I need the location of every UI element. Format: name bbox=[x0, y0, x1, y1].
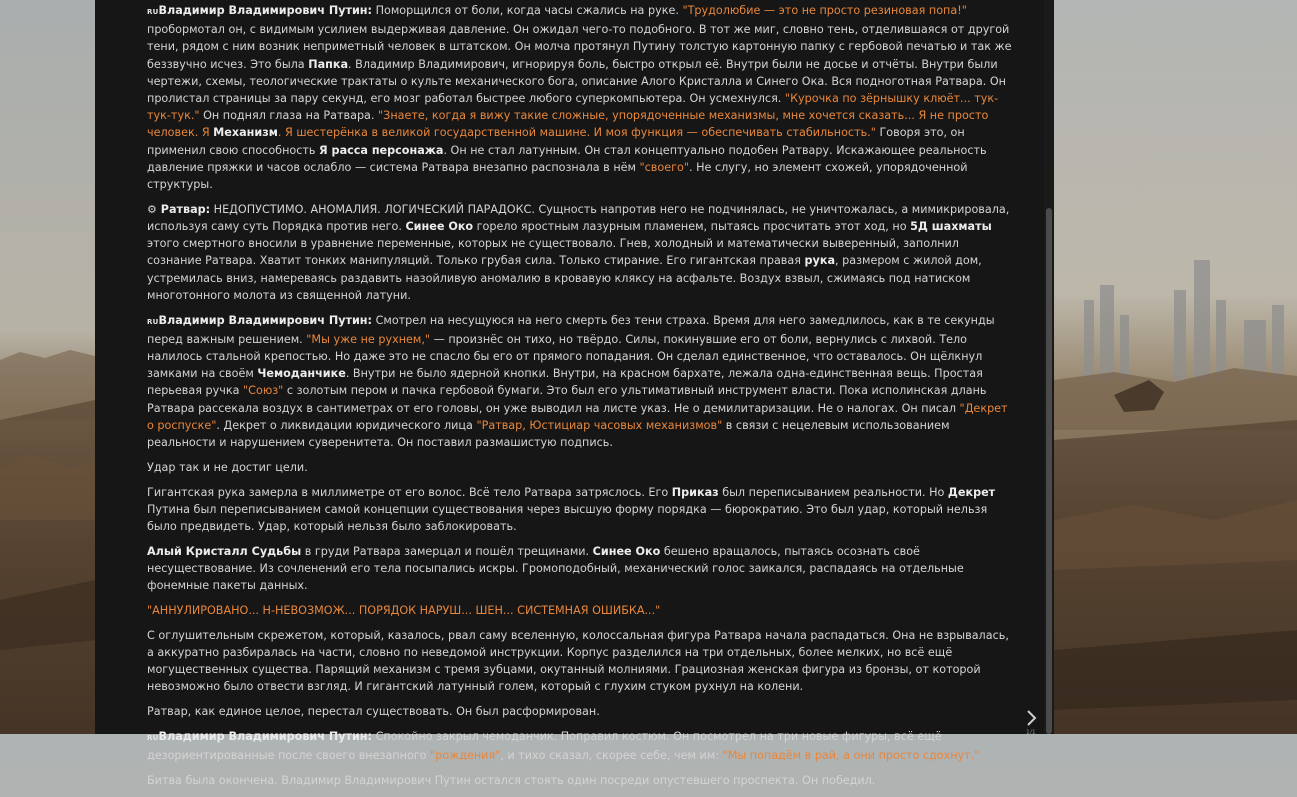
quoted-speech: "Знаете, когда я вижу такие сложные, упорядоченные механизмы, мне хочется сказать... Я не просто человек. Я bbox=[147, 109, 989, 140]
quoted-speech: "Декрет о роспуске" bbox=[147, 401, 1008, 432]
message bbox=[147, 459, 1015, 476]
message-text: был переписыванием реальности. Но bbox=[718, 485, 948, 499]
message-text: Битва была окончена. Владимир Владимирович Путин остался стоять один посреди опустевшего проспекта. Он победил. bbox=[147, 774, 876, 788]
next-message-button[interactable] bbox=[1024, 708, 1040, 728]
message-text: в груди Ратвара замерцал и пошёл трещинами. bbox=[301, 544, 593, 558]
quoted-emphasis: Механизм bbox=[213, 126, 278, 140]
bold-text: Приказ bbox=[671, 485, 719, 499]
background-landscape-right bbox=[1054, 0, 1297, 734]
bold-text: Алый Кристалл Судьбы bbox=[147, 544, 302, 558]
message-text: бешено вращалось, пытаясь осознать своё несуществование. Из сочленений его тела посыпались искры. Громоподобный, механический голос заикался, распадаясь на отдельные фонемные пакеты данных. bbox=[147, 544, 964, 593]
message bbox=[147, 703, 1015, 720]
message bbox=[147, 484, 1015, 536]
quoted-speech: "Трудолюбие — это не просто резиновая попа!" bbox=[682, 4, 967, 17]
message-text: пробормотал он, с видимым усилием выдерживая давление. Он ожидал чего-то подобного. В тот же миг, словно тень, отделившаяся от другой тени, рядом с ним возник неприметный человек в штатском. Он молча протянул Путину толстую картонную папку с гербовой печатью и так же беззвучно исчез. Это была bbox=[147, 23, 1012, 71]
bold-text: Синее Око bbox=[405, 220, 474, 234]
message-text: Ратвар, как единое целое, перестал существовать. Он был расформирован. bbox=[147, 705, 600, 719]
scrollbar-thumb[interactable] bbox=[1046, 208, 1052, 734]
bold-text: Чемоданчике bbox=[257, 367, 346, 381]
message-text: . Внутри не было ядерной кнопки. Внутри, на красном бархате, лежала одна-единственная вещь. Простая перьевая ручка bbox=[147, 367, 983, 398]
message bbox=[147, 728, 1015, 764]
message-text: . Он не стал латунным. Он стал концептуально подобен Ратвару. Искажающее реальность давление пряжки и часов ослабло — система Ратвара внезапно распознала в нём bbox=[147, 143, 987, 174]
chevron-right-icon bbox=[1024, 708, 1040, 728]
message-text: . Не слугу, но элемент схожей, упорядоченной структуры. bbox=[147, 160, 968, 192]
bold-text: 5Д шахматы bbox=[910, 220, 992, 234]
bold-text: Владимир Владимирович Путин: bbox=[158, 4, 373, 17]
chat-panel bbox=[95, 0, 1054, 788]
message-text: , размером с жилой дом, устремилась вниз, намереваясь раздавить назойливую аномалию в кровавую кляксу на асфальте. Воздух взвыл, сжимаясь под натиском многотонного молота из священной латуни. bbox=[147, 254, 982, 302]
flag-icon: RU bbox=[147, 317, 159, 326]
quoted-speech: "Мы уже не рухнем," bbox=[306, 332, 431, 346]
message-text: . Владимир Владимирович, игнорируя боль, быстро открыл её. Внутри были не досье и отчёты. Внутри были чертежи, схемы, теологические трактаты о культе механического бога, описание Алого Кристалла и Синего Ока. Вся подноготная Ратвара. Он пролистал страницы за пару секунд, его мозг работал быстрее любого суперкомпьютера. Он усмехнулся. bbox=[147, 57, 1006, 106]
quoted-speech: "Союз" bbox=[243, 384, 284, 398]
bold-text: Декрет bbox=[947, 485, 996, 499]
flag-icon: RU bbox=[147, 734, 159, 743]
message bbox=[147, 201, 1015, 304]
bold-text: Папка bbox=[308, 57, 349, 71]
quoted-speech: . Я шестерёнка в великой государственной машине. И моя функция — обеспечивать стабильность." bbox=[277, 126, 876, 140]
message bbox=[147, 2, 1015, 193]
message bbox=[147, 772, 1015, 789]
message-text: НЕДОПУСТИМО. АНОМАЛИЯ. ЛОГИЧЕСКИЙ ПАРАДОКС. Сущность напротив него не подчинялась, не уничтожалась, а мимикрировала, используя саму суть Порядка против него. bbox=[147, 202, 1010, 234]
message bbox=[147, 602, 1015, 619]
message-text: Он поднял глаза на Ратвара. bbox=[199, 109, 379, 123]
quoted-speech: "своего" bbox=[639, 160, 690, 174]
message bbox=[147, 543, 1015, 595]
message-list bbox=[147, 2, 1015, 797]
message bbox=[147, 312, 1015, 452]
message-text: Гигантская рука замерла в миллиметре от его волос. Всё тело Ратвара затряслось. Его bbox=[147, 485, 672, 499]
message bbox=[147, 627, 1015, 696]
message-text: С оглушительным скрежетом, который, казалось, рвал саму вселенную, колоссальная фигура Ратвара начала распадаться. Она не взрывалась, а аккуратно разбиралась на части, словно по неведомой инструкции. Корпус разделился на три отдельных, более мелких, но всё ещё могущественных существа. Парящий механизм с тремя зубцами, окутанный молниями. Грациозная женская фигура из бронзы, от которой невозможно было отвести взгляд. И гигантский латунный голем, который с глухим стуком рухнул на колени. bbox=[147, 628, 1009, 694]
message-text: Путина был переписыванием самой концепции существования через высшую форму порядка — бюрократию. Это был удар, который нельзя было предвидеть. Удар, который нельзя было заблокировать. bbox=[147, 502, 988, 534]
page-counter: 1/1 bbox=[1026, 729, 1036, 736]
quoted-speech: "АННУЛИРОВАНО... Н-НЕВОЗМОЖ... ПОРЯДОК НАРУШ... ШЕН... СИСТЕМНАЯ ОШИБКА..." bbox=[147, 604, 661, 618]
message-text: Смотрел на несущуюся на него смерть без тени страха. Время для него замедлилось, как в те секунды перед важным решением. bbox=[147, 313, 995, 346]
message-text: Спокойно закрыл чемоданчик. Поправил костюм. Он посмотрел на три новые фигуры, всё ещё дезориентированные после своего внезапного bbox=[147, 730, 942, 763]
quoted-speech: "рождения" bbox=[430, 749, 501, 763]
message-text: горело яростным лазурным пламенем, пытаясь просчитать этот ход, но bbox=[473, 220, 911, 234]
message-text: . Декрет о ликвидации юридического лица bbox=[216, 418, 477, 432]
bold-text: Ратвар: bbox=[156, 202, 211, 216]
flag-icon: RU bbox=[147, 8, 159, 16]
background-landscape-left bbox=[0, 0, 95, 734]
message-text: с золотым пером и пачка гербовой бумаги. Это был его ультимативный инструмент власти. Пока исполинская длань Ратвара рассекала воздух в сантиметрах от его головы, он уже выводил на листе указ. Не о демилитаризации. Не о налогах. Он писал bbox=[147, 384, 987, 415]
bold-text: рука bbox=[804, 254, 835, 268]
bold-text: Я расса персонажа bbox=[319, 143, 444, 157]
bold-text: Владимир Владимирович Путин: bbox=[158, 313, 373, 327]
message-text: Удар так и не достиг цели. bbox=[147, 460, 308, 474]
quoted-speech: "Мы попадём в рай, а они просто сдохнут." bbox=[722, 749, 980, 763]
message-text: — произнёс он тихо, но твёрдо. Силы, покинувшие его от боли, вернулись с лихвой. Тело налилось стальной крепостью. Но даже это не спасло бы его от прямого попадания. Он сделал единственное, что оставалось. Он щёлкнул замками на своём bbox=[147, 332, 983, 381]
message-text: Говоря это, он применил свою способность bbox=[147, 126, 965, 157]
bold-text: Синее Око bbox=[592, 544, 661, 558]
quoted-speech: "Курочка по зёрнышку клюёт... тук-тук-тук." bbox=[147, 92, 999, 123]
quoted-speech: "Ратвар, Юстициар часовых механизмов" bbox=[476, 418, 723, 432]
message-text: в связи с нецелевым использованием реальности и нарушением суверенитета. Он поставил размашистую подпись. bbox=[147, 418, 950, 450]
message-text: , и тихо сказал, скорее себе, чем им: bbox=[500, 749, 723, 763]
message-text: Поморщился от боли, когда часы сжались на руке. bbox=[372, 4, 683, 17]
message-text: этого смертного вносили в уравнение переменные, которых не существовало. Гнев, холодный и математически выверенный, заполнил сознание Ратвара. Хватит тонких манипуляций. Только грубая сила. Только стирание. Его гигантская правая bbox=[147, 237, 959, 268]
bold-text: Владимир Владимирович Путин: bbox=[158, 730, 373, 744]
gear-icon: ⚙ bbox=[147, 202, 157, 216]
